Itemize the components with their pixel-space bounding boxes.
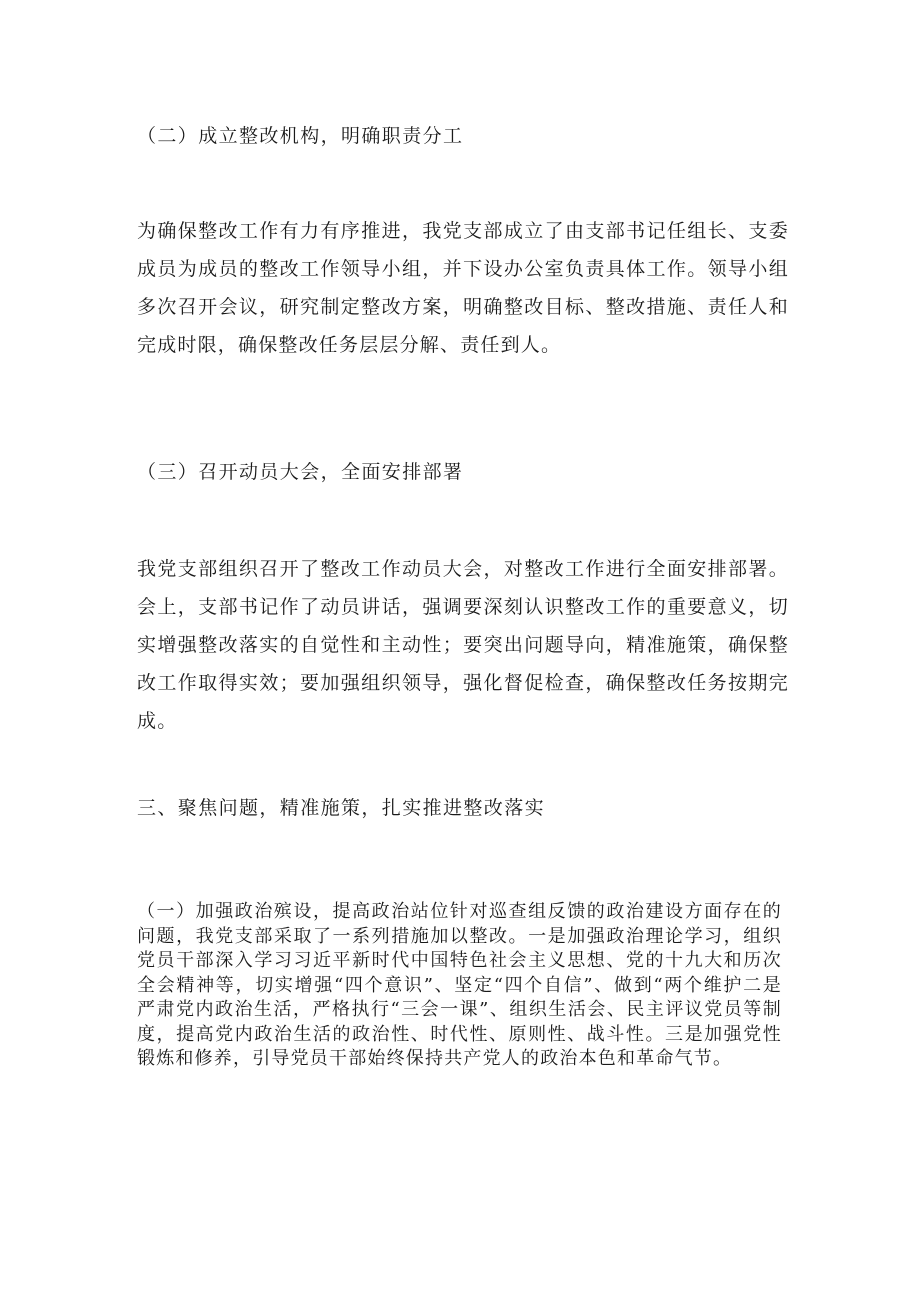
section-2-heading: （二）成立整改机构，明确职责分工: [137, 125, 464, 147]
section-3-paragraph: 我党支部组织召开了整改工作动员大会，对整改工作进行全面安排部署。会上，支部书记作了动员讲话，强调要深刻认识整改工作的重要意义，切实增强整改落实的自觉性和主动性；要突出问题导向，精准施策，确保整改工作取得实效；要加强组织领导，强化督促检查，确保整改任务按期完成。: [137, 558, 789, 732]
part-3-heading: 三、聚焦问题，精准施策，扎实推进整改落实: [137, 797, 546, 819]
section-3-heading: （三）召开动员大会，全面安排部署: [137, 461, 464, 483]
section-2-paragraph: 为确保整改工作有力有序推进，我党支部成立了由支部书记任组长、支委成员为成员的整改工作领导小组，并下设办公室负责具体工作。领导小组多次召开会议，研究制定整改方案，明确整改目标、整改措施、责任人和完成时限，确保整改任务层层分解、责任到人。: [137, 220, 789, 356]
part-3-item-1-paragraph: （一）加强政治殡设，提高政治站位针对巡查组反馈的政治建设方面存在的问题，我党支部采取了一系列措施加以整改。一是加强政治理论学习，组织党员干部深入学习习近平新时代中国特色社会主义思想、党的十九大和历次全会精神等，切实增强“四个意识”、坚定“四个自信”、做到“两个维护二是严肃党内政治生活，严格执行“三会一课”、组织生活会、民主评议党员等制度，提高党内政治生活的政治性、时代性、原则性、战斗性。三是加强党性锻炼和修养，引导党员干部始终保持共产党人的政治本色和革命气节。: [137, 901, 782, 1069]
